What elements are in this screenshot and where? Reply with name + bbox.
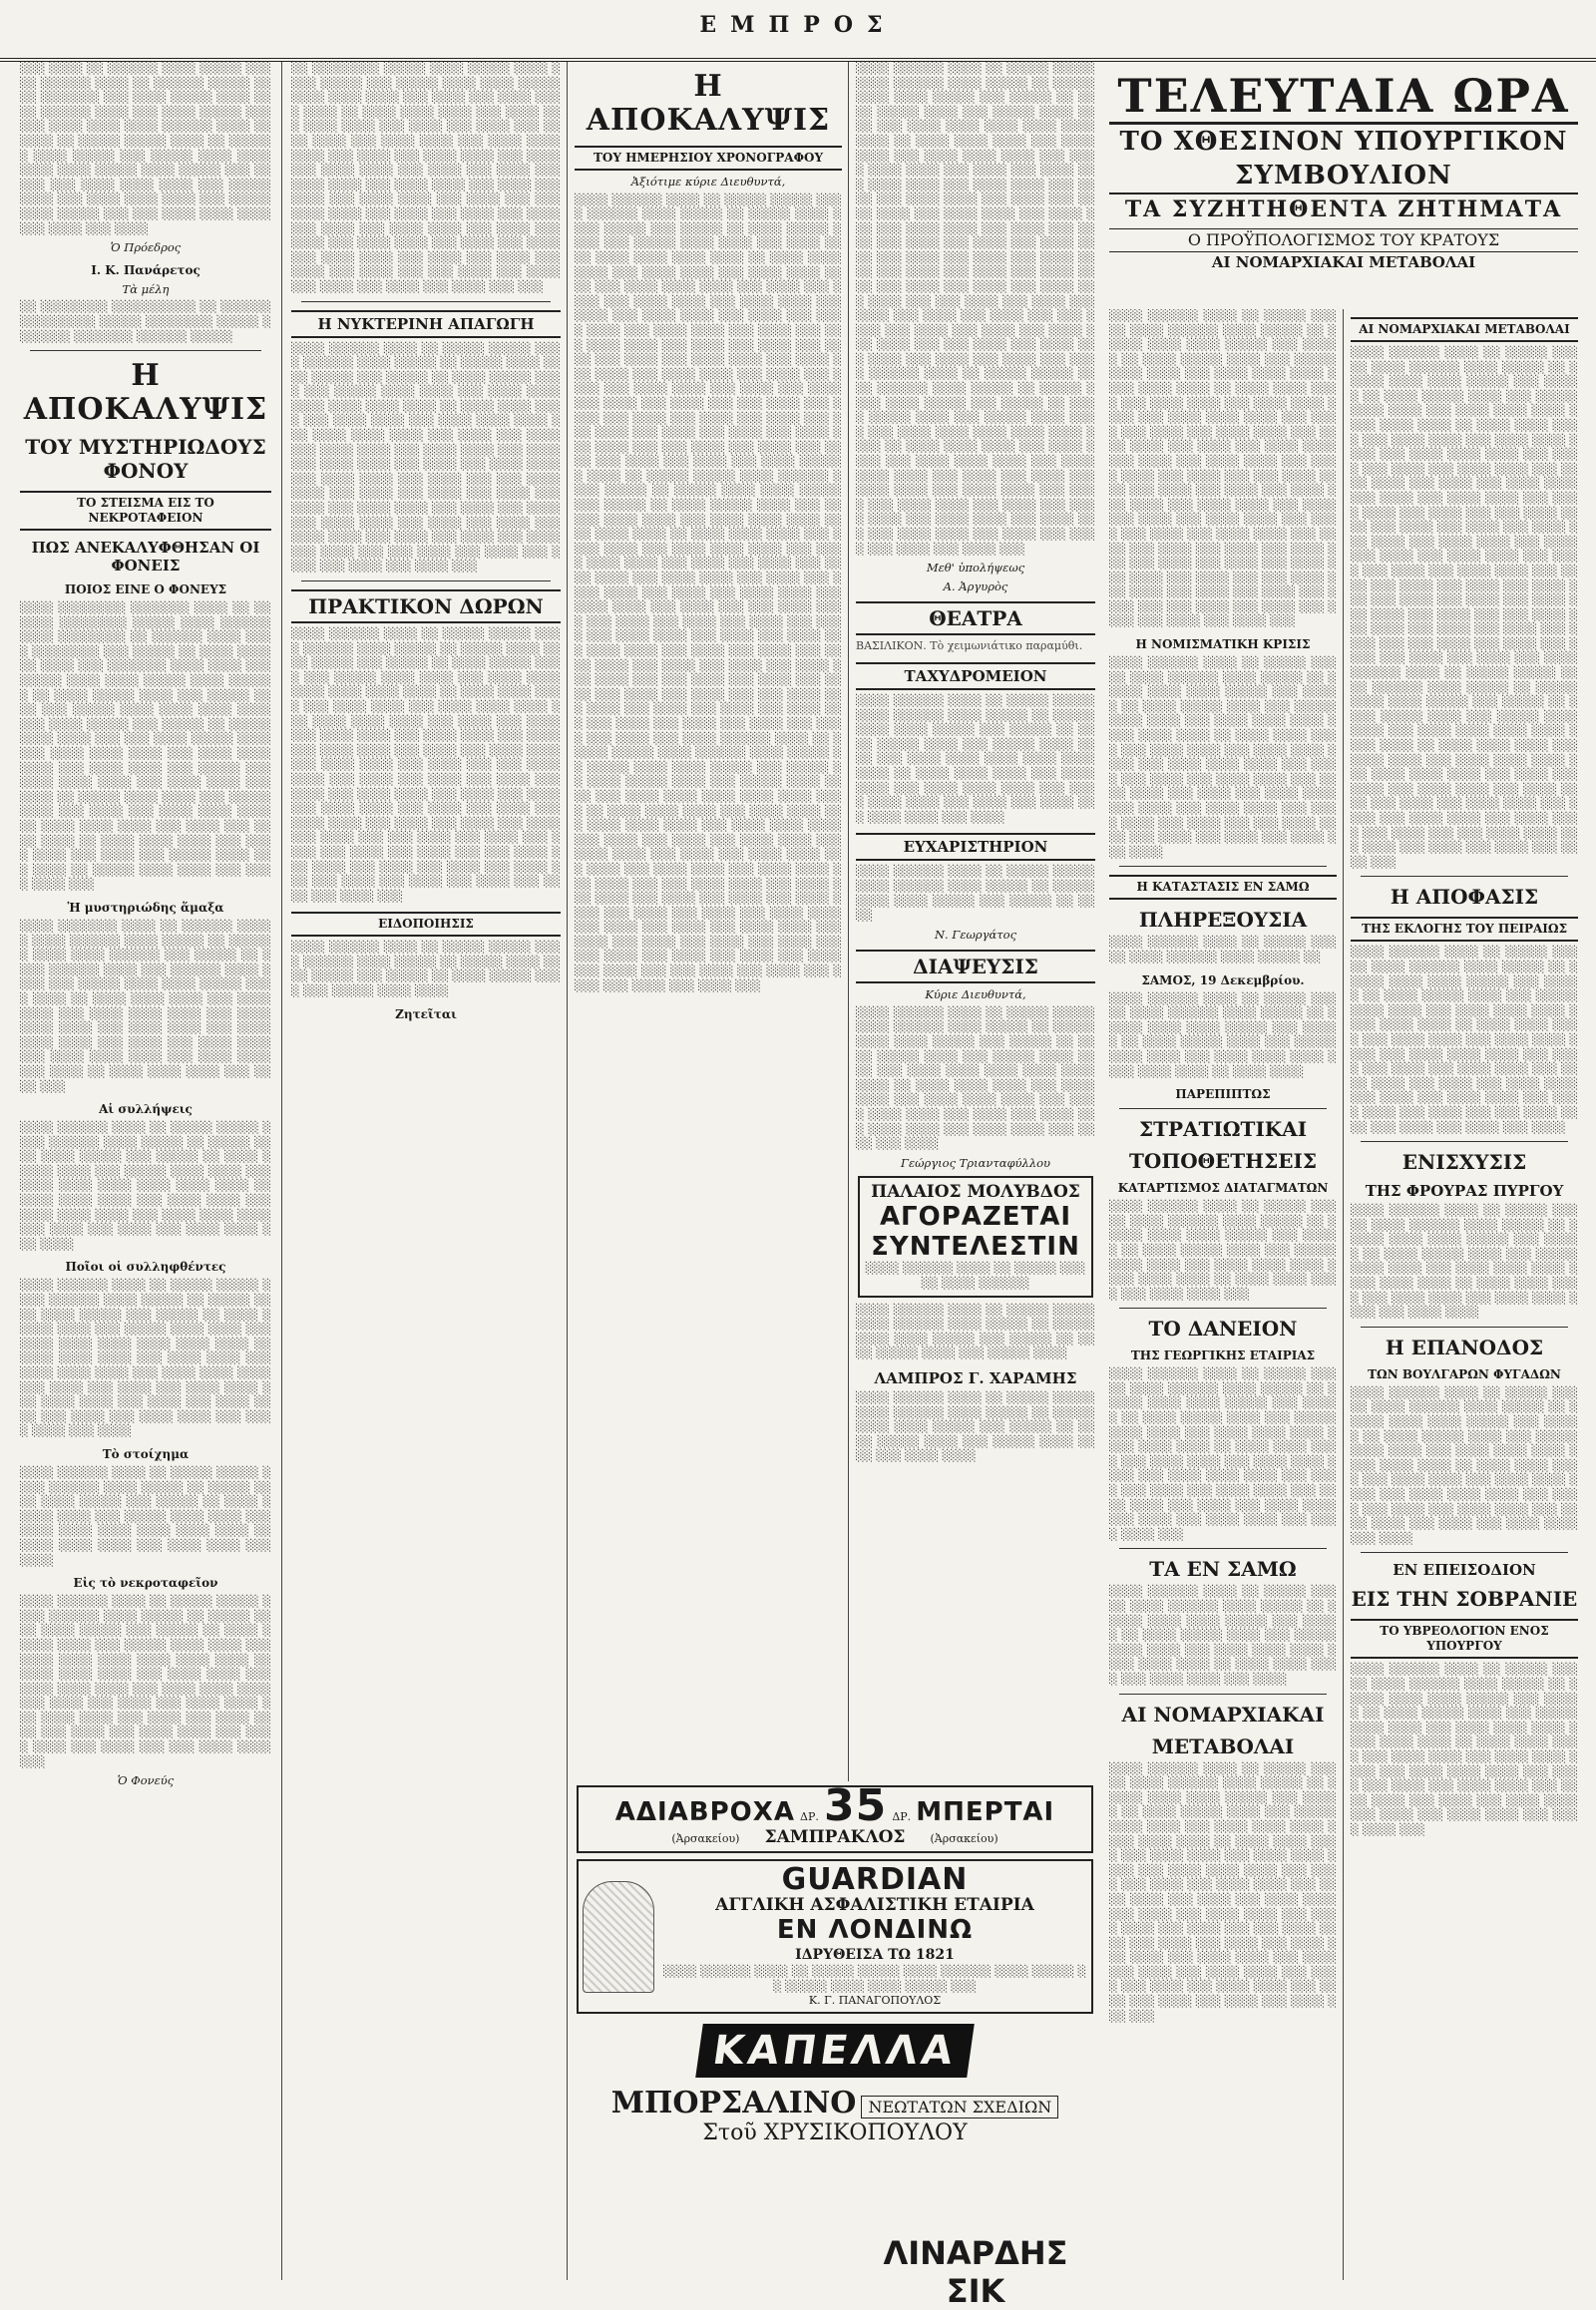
subhead-syllipseis: Αἱ συλλήψεις	[99, 1102, 193, 1117]
headline-daneion: ΤΟ ΔΑΝΕΙΟΝ	[1148, 1317, 1298, 1342]
ad-guardian-city: ΕΝ ΛΟΝΔΙΝΩ	[776, 1915, 974, 1945]
subhead-parepiptos: ΠΑΡΕΠΙΠΤΩΣ	[1175, 1087, 1271, 1102]
headline-apokalypsis: Η ΑΠΟΚΑΛΥΨΙΣ	[23, 358, 268, 428]
ad-charamis: ΛΑΜΠΡΟΣ Γ. ΧΑΡΑΜΗΣ	[874, 1368, 1077, 1387]
athena-icon	[583, 1881, 654, 1993]
text-block: ░░░░ ░░░░░░ ░░░░ ░░ ░░░░░ ░░░░░ ░░░░ ░░░░░░ ░░░░ ░░░░░ ░░ ░░░░░ ░░░░ ░░░░ ░░░░░ ░░░ ░░░░░ ░░ ░░░░ ░░░░░ ░░░░ ░░░ ░░░░░ ░░░░ ░░░░ ░░░ ░░░░ ░░░░ ░░░░ ░░░░ ░░░░ ░░░░ ░░ ░░░░ ░░░░ ░░░░ ░░░ ░░░░ ░░░░ ░░░ ░░░░ ░░░░ ░░░░ ░░░ ░░░░ ░░░░ ░░░░ ░░░ ░░░░ ░░░ ░░░░ ░░░ ░░░░ ░░░░ ░░░ ░░░░ ░░░░ ░░░ ░░░░ ░░░ ░░░░ ░░░░ ░░░ ░░░░ ░░░ ░░░░ ░░░░ ░░░ ░░░░ ░░░░ ░░░ ░░░░ ░░░ ░░░ ░░░░ ░░░░ ░░░ ░░░░ ░░░ ░░░░ ░░░ ░░░░ ░░░ ░░░░ ░░░ ░░░░ ░░░░ ░░░ ░░░░ ░░░ ░░░░ ░░░ ░░░░ ░░░░ ░░░ ░░░░ ░░░ ░░░░ ░░░ ░░░░ ░░░░ ░░░ ░░░░ ░░░ ░░░░ ░░░ ░░░░ ░░░ ░░░░ ░░░ ░░░	[1109, 1761, 1337, 2023]
column-2	[291, 62, 561, 2280]
subhead-peiraios: ΤΗΣ ΕΚΛΟΓΗΣ ΤΟΥ ΠΕΙΡΑΙΩΣ	[1351, 917, 1578, 942]
subhead-yvreologion: ΤΟ ΥΒΡΕΟΛΟΓΙΟΝ ΕΝΟΣ ΥΠΟΥΡΓΟΥ	[1351, 1619, 1578, 1659]
separator	[1361, 1327, 1568, 1328]
ad-linardis: ΛΙΝΑΡΔΗΣ ΣΙΚ	[883, 2234, 1068, 2310]
subhead-syllifthentes: Ποῖοι οἱ συλληφθέντες	[65, 1260, 226, 1275]
ad-sampraklos: ΣΑΜΠΡΑΚΛΟΣ	[764, 1827, 906, 1847]
column-3	[575, 62, 842, 1781]
text-block: ░░░░ ░░░░░░ ░░░░ ░░ ░░░░░ ░░░░░ ░░░░ ░░░░░░ ░░░░ ░░░░░ ░░ ░░░░░ ░░░░ ░░░░ ░░░░░ ░░░ ░░░░░ ░░ ░░░░ ░░░░░ ░░░░ ░░░ ░░░░░ ░░░░ ░░░░ ░░░ ░░░░ ░░░░ ░░░░ ░░░░ ░░░░ ░░░░ ░░ ░░░░ ░░░░ ░░░░ ░░░ ░░░░ ░░░░ ░░░ ░░░░ ░░░░ ░░░░ ░░░ ░░░░ ░░░░ ░░░░ ░░░ ░░░░ ░░░ ░░░░ ░░░ ░░░░ ░░░░ ░░░ ░░░░	[20, 1121, 271, 1251]
separator	[1119, 1548, 1327, 1549]
separator	[1119, 1108, 1327, 1109]
subhead-krisis: Η ΝΟΜΙΣΜΑΤΙΚΗ ΚΡΙΣΙΣ	[1135, 637, 1311, 652]
ad-kapella	[575, 2024, 1095, 2145]
text-block: ░░░░ ░░░░░░ ░░░░ ░░ ░░░░░ ░░░░░ ░░░░ ░░░░░░ ░░░░ ░░░░░ ░░ ░░░░░ ░░░░ ░░░░ ░░░░░ ░░░ ░░░░░ ░░ ░░░░ ░░░░░ ░░░░ ░░░ ░░░░░ ░░░░ ░░░░ ░░░ ░░░░ ░░░░ ░░░░ ░░░░ ░░░░ ░░░░ ░░ ░░░░ ░░░░ ░░░░ ░░░ ░░░░ ░░░░ ░░░ ░░░░ ░░░░ ░░░░ ░░░ ░░░░ ░░░░ ░░░░ ░░░ ░░░░ ░░░ ░░░░ ░░░ ░░░░ ░░░░ ░░░ ░░░░ ░░░░ ░░░ ░░░░ ░░░ ░░░░ ░░░░ ░░░ ░░░░ ░░░ ░░░░ ░░░░ ░░░ ░░░░ ░░░░ ░░░ ░░░░	[20, 1279, 271, 1438]
headline-taxydromeion: ΤΑΧΥΔΡΟΜΕΙΟΝ	[856, 662, 1095, 690]
ad-kapella-label: ΚΑΠΕΛΛΑ	[695, 2024, 974, 2078]
headline-topothetiseis: ΤΟΠΟΘΕΤΗΣΕΙΣ	[1129, 1149, 1317, 1174]
text-block: ░░░░ ░░░░░░ ░░░░ ░░ ░░░░░ ░░░░░ ░░░░ ░░░░░░ ░░░░ ░░░░░ ░░ ░░░░░ ░░░░ ░░░░ ░░░░░ ░░░ ░░░░░ ░░ ░░░░ ░░░░░ ░░░░ ░░░ ░░░░░ ░░░░ ░░░░ ░░░ ░░░░ ░░░░ ░░░░ ░░░░ ░░░░ ░░░░ ░░ ░░░░ ░░░░ ░░░░ ░░░ ░░░░ ░░░░ ░░░	[1109, 1200, 1337, 1301]
signoff-president: Ὁ Πρόεδρος	[110, 240, 182, 255]
headline-apokalypsis-2: Η ΑΠΟΚΑΛΥΨΙΣ	[586, 69, 831, 138]
top-headline-council: ΤΟ ΧΘΕΣΙΝΟΝ ΥΠΟΥΡΓΙΚΟΝ ΣΥΜΒΟΥΛΙΟΝ	[1109, 125, 1578, 194]
headline-apofasis: Η ΑΠΟΦΑΣΙΣ	[1390, 885, 1539, 910]
headline-en-samo: ΤΑ ΕΝ ΣΑΜΩ	[1149, 1557, 1297, 1582]
subhead-georgikis: ΤΗΣ ΓΕΩΡΓΙΚΗΣ ΕΤΑΙΡΙΑΣ	[1130, 1348, 1316, 1363]
text-block: ░░ ░░░░░░░░ ░░░░░ ░░░░ ░░░░░ ░░░░ ░░░░ ░░░░░ ░░░ ░░░░░ ░░░░ ░░░░ ░░░░░ ░░░░ ░░░░ ░░░░ ░░░ ░░░░ ░░░ ░░░░ ░░░░ ░░░░ ░░ ░░░░ ░░░░ ░░░░ ░░░ ░░░░ ░░░ ░░░░ ░░░░ ░░░ ░░░░ ░░░ ░░░░ ░░░ ░░░░ ░░░░ ░░░ ░░░░ ░░░░ ░░░ ░░░░ ░░░░ ░░░░ ░░░ ░░░░ ░░░ ░░░░ ░░░░ ░░░ ░░░░ ░░░ ░░░░ ░░░░ ░░░ ░░░░ ░░░ ░░░░ ░░░ ░░░░ ░░░░ ░░░ ░░░░ ░░░░ ░░░ ░░░░ ░░░ ░░░░ ░░░ ░░░░ ░░░░ ░░░ ░░░░ ░░░ ░░░ ░░░░ ░░░░ ░░░ ░░░░ ░░░ ░░░░ ░░░ ░░░░ ░░░ ░░░░ ░░░ ░░░░ ░░░░ ░░░ ░░░░ ░░░ ░░░░ ░░░ ░░░░ ░░░░ ░░░ ░░░░ ░░░ ░░░░ ░░░ ░░░░ ░░░░ ░░░ ░░░░ ░░░ ░░░░ ░░░ ░░░░ ░░░ ░░░░ ░░░ ░░░ ░░░░ ░░░ ░░░░ ░░░ ░░░░ ░░░ ░░░░ ░░░ ░░░░ ░░░ ░░░	[291, 62, 561, 293]
signoff-name: Ι. Κ. Πανάρετος	[91, 262, 200, 277]
ad-guardian	[577, 1859, 1093, 2014]
text-block: ░░░ ░░░░ ░░ ░░░░░░ ░░░░ ░░░░░ ░░░░░ ░░░░░░ ░░░░ ░░ ░░░░░░ ░░░░░ ░░░░ ░░░░░░░ ░░░ ░░░░ ░░░░░ ░░░░ ░░░░ ░░░░░░ ░░░░ ░░░ ░░░░ ░░░░░ ░░░░░░ ░░░░ ░░░░ ░░░░ ░░░░░░ ░░░░ ░░░░░░ ░░ ░░░░░ ░░░░░ ░░░░ ░░ ░░░░░░ ░░░░ ░░░░░ ░░░ ░░░░░ ░░░░ ░░░░ ░░░░ ░░░░ ░░░░░ ░░░░ ░░░░░ ░░░ ░░░░░ ░░░ ░░░░ ░░░░ ░░░░ ░░░ ░░░░░ ░░░░ ░░░ ░░░░ ░░░░ ░░░░ ░░░ ░░░░░ ░░░░ ░░░░░ ░░░ ░░░ ░░░░ ░░░░ ░░░░ ░░░ ░░░░ ░░░ ░░░░	[20, 62, 271, 235]
column-rule	[848, 62, 849, 1781]
ad-molyvdos-title: ΠΑΛΑΙΟΣ ΜΟΛΥΒΔΟΣ	[871, 1182, 1080, 1203]
ad-shop: Στοῦ ΧΡΥΣΙΚΟΠΟΥΛΟΥ	[702, 2120, 968, 2146]
text-block: ░░░░ ░░░░░░ ░░░░ ░░ ░░░░░ ░░░░░ ░░░░ ░░░░░░ ░░░░ ░░░░░ ░░ ░░░░░ ░░░░ ░░░░ ░░░░░ ░░░ ░░░░░ ░░ ░░░░ ░░░░░ ░░░░ ░░░ ░░░░░ ░░░░ ░░░░ ░░░ ░░░░ ░░░░ ░░░░ ░░░░ ░░░░ ░░░░ ░░ ░░░░ ░░░░ ░░░░ ░░░ ░░░░ ░░░░ ░░░ ░░░░	[20, 1465, 271, 1567]
text-block: ░░░░ ░░░░░░ ░░░░ ░░ ░░░░░ ░░░░░ ░░░░ ░░░░░░ ░░░░ ░░░░░ ░░ ░░░░░ ░░░░ ░░░░ ░░░░░ ░░░ ░░░░░ ░░ ░░░░ ░░░░░ ░░░░ ░░░ ░░░░░ ░░░░ ░░░░ ░░░ ░░░░ ░░░░ ░░░░ ░░░░ ░░░░ ░░░░ ░░ ░░░░ ░░░░ ░░░░ ░░░ ░░░░ ░░░░ ░░░ ░░░░ ░░░░ ░░░░ ░░░ ░░░░ ░░░░ ░░░░ ░░░ ░░░░ ░░░ ░░░░ ░░░ ░░░░ ░░░░ ░░░ ░░░░ ░░░░ ░░░ ░░░░ ░░░ ░░░░ ░░░░ ░░░ ░░░░ ░░░ ░░░░ ░░░░ ░░░ ░░░░ ░░░░ ░░░ ░░░░ ░░░ ░░░ ░░░░ ░░░░ ░░░ ░░░░ ░░░ ░░░░ ░░░ ░░░░ ░░░ ░░░░ ░░░ ░░░░ ░░░░ ░░░ ░░░░ ░░░ ░░░░ ░░░ ░░░░ ░░░░ ░░░ ░░░░ ░░░ ░░░░ ░░░ ░░░░ ░░░░ ░░░ ░░░░ ░░░ ░░░░ ░░░ ░░░░ ░░░ ░░░░ ░░░ ░░░ ░░░░ ░░░ ░░░░ ░░░ ░░░░ ░░░ ░░░░ ░░░ ░░░░ ░░░ ░░░ ░░░░ ░░░ ░░░░ ░░░ ░░░░ ░░░ ░░░░ ░░░ ░░░░ ░░░ ░░░ ░░░░ ░░░ ░░░░ ░░░ ░░░░ ░░░ ░░░░ ░░░ ░░░░ ░░░ ░░░░ ░░░░░░ ░░░░ ░░ ░░░░░ ░░░░░ ░░░░ ░░░░░░ ░░░░ ░░░░░ ░░ ░░░░░ ░░░░ ░░░░ ░░░░░ ░░░ ░░░░░ ░░ ░░░░ ░░░░░ ░░░░ ░░░ ░░░░░ ░░░░ ░░░░ ░░░ ░░░░ ░░░░ ░░░░ ░░░░ ░░░░ ░░░░ ░░ ░░░░ ░░░░ ░░░░ ░░░ ░░░░ ░░░░ ░░░ ░░░░ ░░░░ ░░░░ ░░░ ░░░░ ░░░░ ░░░░ ░░░ ░░░░ ░░░ ░░░░ ░░░ ░░░░ ░░░░ ░░░ ░░░░ ░░░░ ░░░ ░░░░ ░░░ ░░░░ ░░░░ ░░░ ░░░░ ░░░ ░░░░ ░░░░ ░░░ ░░░░ ░░░░ ░░░ ░░░░ ░░░ ░░░ ░░░░ ░░░░ ░░░ ░░░░ ░░░ ░░░░ ░░░ ░░░░ ░░░ ░░░░ ░░░ ░░░░ ░░░░ ░░░ ░░░░ ░░░ ░░░░ ░░░ ░░░░ ░░░░ ░░░ ░░░░ ░░░ ░░░░ ░░░ ░░░░ ░░░░ ░░░ ░░░░ ░░░ ░░░░ ░░░ ░░░░ ░░░ ░░░░ ░░░ ░░░ ░░░░ ░░░ ░░░░ ░░░ ░░░░ ░░░ ░░░░ ░░░ ░░░░ ░░░ ░░░ ░░░░ ░░░ ░░░░ ░░░ ░░░░ ░░░ ░░░░ ░░░ ░░░░ ░░░ ░░░ ░░░░ ░░░ ░░░░ ░░░ ░░░░ ░░░ ░░░░ ░░░ ░░░░ ░░░ ░░░░ ░░░░░░ ░░░░ ░░ ░░░░░ ░░░░░ ░░░░ ░░░░░░ ░░░░ ░░░░░ ░░ ░░░░░ ░░░░ ░░░░ ░░░░░ ░░░ ░░░░░ ░░ ░░░░ ░░░░░ ░░░░ ░░░ ░░░░░ ░░░░ ░░░░ ░░░ ░░░░ ░░░░ ░░░░ ░░░░ ░░░░ ░░░░ ░░ ░░░░ ░░░░ ░░░░ ░░░ ░░░░ ░░░░ ░░░ ░░░░ ░░░░ ░░░░ ░░░ ░░░░ ░░░░ ░░░░ ░░░ ░░░░ ░░░ ░░░░ ░░░ ░░░░ ░░░░ ░░░ ░░░░ ░░░░ ░░░ ░░░░ ░░░ ░░░░ ░░░░ ░░░ ░░░░ ░░░ ░░░░ ░░░░ ░░░ ░░░░ ░░░░ ░░░ ░░░░ ░░░ ░░░ ░░░░ ░░░░ ░░░ ░░░░ ░░░ ░░░░ ░░░ ░░░░ ░░░ ░░░░ ░░░ ░░░░ ░░░░ ░░░ ░░░░ ░░░ ░░░░ ░░░ ░░░░ ░░░░ ░░░ ░░░░ ░░░ ░░░░ ░░░ ░░░░ ░░░░ ░░░ ░░░░ ░░░ ░░░░ ░░░ ░░░░ ░░░ ░░░░ ░░░ ░░░ ░░░░ ░░░ ░░░░ ░░░ ░░░░ ░░░ ░░░░ ░░░ ░░░░ ░░░ ░░░ ░░░░ ░░░ ░░░░ ░░░ ░░░░ ░░░ ░░░░ ░░░ ░░░░ ░░░	[575, 192, 842, 992]
subhead-fygadon: ΤΩΝ ΒΟΥΛΓΑΡΩΝ ΦΥΓΑΔΩΝ	[1368, 1366, 1561, 1381]
text-block: ░░░░ ░░░░░░ ░░░░ ░░ ░░░░░ ░░░░░ ░░░░ ░░░░░░ ░░░░ ░░░░░ ░░ ░░░░░ ░░░░ ░░░░ ░░░░░ ░░░ ░░░░░ ░░ ░░░░ ░░░░░ ░░░░ ░░░ ░░░░░ ░░░░ ░░░░ ░░░ ░░░░ ░░░░ ░░░░ ░░░░ ░░░░ ░░░░ ░░ ░░░░ ░░░░ ░░░░ ░░░ ░░░░ ░░░░ ░░░ ░░░░	[1109, 1585, 1337, 1686]
separator	[1119, 866, 1327, 867]
text-block: ░░░░ ░░░░░░░ ░░░░ ░░ ░░░░░░ ░░░░░ ░░░░ ░░░░░░ ░░░░ ░░░░░ ░░ ░░░░░░ ░░░░ ░░░░ ░░░░░░ ░░░ ░░░░░ ░░ ░░░░ ░░░░░░ ░░░░ ░░░ ░░░░░░ ░░░░ ░░░░ ░░░ ░░░░░ ░░░░ ░░░░ ░░░░░ ░░░░ ░░░░ ░░ ░░░░ ░░░░ ░░░░ ░░░ ░░░░ ░░░░ ░░░ ░░░░ ░░░░ ░░░░ ░░░ ░░░░ ░░░░ ░░░░ ░░░ ░░░░ ░░░░ ░░░ ░░░░ ░░░░ ░░░░ ░░░ ░░░░ ░░░ ░░░░ ░░░░ ░░░ ░░░░ ░░░░ ░░░░ ░░░ ░░░░ ░░░░ ░░░ ░░░░ ░░ ░░░░ ░░░░ ░░░░ ░░░ ░░░░ ░░░	[20, 919, 271, 1093]
text-block: ░░░░ ░░░░░░ ░░░░ ░░ ░░░░░ ░░░░░ ░░░░ ░░░░░░ ░░░░ ░░░░░ ░░ ░░░░░ ░░░░ ░░░░ ░░░░░ ░░░ ░░░░░ ░░ ░░░░ ░░░░░ ░░░░ ░░░ ░░░░░ ░░░░ ░░░░	[291, 941, 561, 998]
greeting: Ἀξιότιμε κύριε Διευθυντά,	[630, 175, 786, 189]
headline-eidopoiisis: ΕΙΔΟΠΟΙΗΣΙΣ	[291, 912, 561, 937]
subhead-foneis: ΠΩΣ ΑΝΕΚΑΛΥΦΘΗΣΑΝ ΟΙ ΦΟΝΕΙΣ	[31, 539, 260, 576]
text-block: ░░░░ ░░░░░░░░ ░░░░░░░ ░░░░ ░░ ░░░░░░ ░░░░░░░░ ░░░░░ ░░░░ ░░░░░░ ░░░░ ░░░░░░░░ ░░ ░░░░░░ ░░░░ ░░░░ ░░░░░░░░ ░░░ ░░░░░ ░░ ░░░░ ░░░░░░ ░░░░ ░░░ ░░░░░░░ ░░░░ ░░░░ ░░░ ░░░░░ ░░░░ ░░░░ ░░░░░ ░░░░ ░░░░░░ ░░ ░░░░ ░░░░░ ░░░░ ░░░ ░░░░░ ░░░░ ░░░ ░░░░░ ░░░░ ░░░░ ░░░░ ░░░░ ░░░ ░░░░ ░░░░░ ░░░ ░░░░░ ░░ ░░░░░ ░░░░ ░░░░ ░░░ ░░░ ░░░░ ░░░░░ ░░░░ ░░░ ░░░░ ░░░░ ░░░░ ░░░ ░░░░ ░░░░ ░░░░ ░░░ ░░░░ ░░░░ ░░░ ░░░░░ ░░░ ░░░░ ░░░░ ░░░░ ░░░ ░░░░ ░░░░ ░░░ ░░░░ ░░ ░░░░░ ░░░░ ░░░░ ░░░ ░░░░░ ░░░░ ░░░ ░░░░ ░░░ ░░░░ ░░░░ ░░░░ ░░ ░░░░ ░░░░ ░░░░ ░░░ ░░░░ ░░░ ░░░░ ░░░░ ░░ ░░░░ ░░░░ ░░░░ ░░░ ░░░░ ░░░░ ░░░ ░░░░ ░░░ ░░░░░ ░░░░ ░░░ ░░░░ ░░ ░░░░░ ░░░░ ░░░░ ░░░ ░░░░ ░░░░ ░░░	[20, 601, 271, 892]
theatra-line: ΒΑΣΙΛΙΚΟΝ. Τὸ χειμωνιάτικο παραμύθι.	[856, 639, 1083, 653]
ad-molyvdos-syntelestin: ΣΥΝΤΕΛΕΣΤΙΝ	[871, 1232, 1080, 1263]
separator	[1361, 1141, 1568, 1142]
separator	[1361, 876, 1568, 877]
column-rule	[567, 62, 568, 2280]
ad-molyvdos	[858, 1176, 1093, 1297]
headline-metavolai: ΜΕΤΑΒΟΛΑΙ	[1151, 1733, 1295, 1758]
subhead-nekrotafeio: Εἰς τὸ νεκροταφεῖον	[73, 1576, 218, 1591]
text-block: ░░░░ ░░░░░░ ░░░░ ░░ ░░░░░ ░░░░░ ░░░░ ░░░░░░ ░░░░ ░░░░░ ░░ ░░░░░ ░░░░ ░░░░ ░░░░░ ░░░ ░░░░░ ░░ ░░░░	[856, 865, 1095, 923]
text-block: ░░░░ ░░░░░░ ░░░░ ░░ ░░░░░ ░░░░░ ░░░░ ░░░░░░ ░░░░ ░░░░░ ░░ ░░░░░ ░░░░ ░░░░ ░░░░░ ░░░ ░░░░░ ░░ ░░░░ ░░░░░ ░░░░ ░░░ ░░░░░ ░░░░ ░░░░ ░░░ ░░░░ ░░░░ ░░░░ ░░░░ ░░░░ ░░░░ ░░ ░░░░ ░░░░ ░░░░ ░░░ ░░░░ ░░░░ ░░░ ░░░░ ░░░░ ░░░░ ░░░ ░░░░ ░░░░ ░░░░ ░░░ ░░░░ ░░░ ░░░░ ░░░ ░░░░ ░░░░ ░░░ ░░░░	[856, 693, 1095, 824]
samos-date: ΣΑΜΟΣ, 19 Δεκεμβρίου.	[1141, 972, 1305, 987]
members-label: Τὰ μέλη	[122, 281, 170, 296]
headline-stratiotikai: ΣΤΡΑΤΙΩΤΙΚΑΙ	[1138, 1117, 1308, 1142]
subhead-samo: Η ΚΑΤΑΣΤΑΣΙΣ ΕΝ ΣΑΜΩ	[1109, 875, 1337, 900]
signoff-foneus: Ὁ Φονεύς	[117, 1773, 175, 1788]
column-4	[856, 62, 1095, 1781]
ad-newest: ΝΕΩΤΑΤΩΝ ΣΧΕΔΙΩΝ	[861, 2096, 1058, 2118]
ad-adiavrocha	[577, 1785, 1093, 1853]
text-block: ░░░░ ░░░░░░ ░░░░ ░░ ░░░░░ ░░░░░ ░░░░ ░░░░░░ ░░░░ ░░░░░ ░░ ░░░░░ ░░░░ ░░░░ ░░░░░ ░░░ ░░░░░ ░░ ░░░░ ░░░░░ ░░░░ ░░░ ░░░░░ ░░░░ ░░░░ ░░░ ░░░░ ░░░░ ░░░░ ░░░░ ░░░░ ░░░░ ░░ ░░░░ ░░░░ ░░░░ ░░░ ░░░░ ░░░░ ░░░ ░░░░ ░░░░ ░░░░ ░░░ ░░░░ ░░░░ ░░░░ ░░░ ░░░░ ░░░ ░░░░ ░░░ ░░░░ ░░░░ ░░░ ░░░░ ░░░░ ░░░ ░░░░ ░░░ ░░░░ ░░░░ ░░░ ░░░░ ░░░ ░░░░ ░░░░ ░░░ ░░░░ ░░░░ ░░░ ░░░░ ░░░ ░░░ ░░░░ ░░░░ ░░░	[20, 1595, 271, 1768]
headline-theatra: ΘΕΑΤΡΑ	[856, 601, 1095, 635]
text-block: ░░░░ ░░░░░░ ░░░░ ░░ ░░░░░ ░░░░░ ░░░░ ░░░░░░ ░░░░ ░░░░░ ░░	[1109, 936, 1337, 963]
subhead-frouras: ΤΗΣ ΦΡΟΥΡΑΣ ΠΥΡΓΟΥ	[1365, 1182, 1564, 1201]
separator	[301, 301, 551, 302]
headline-fonou: ΤΟΥ ΜΥΣΤΗΡΙΩΔΟΥΣ ΦΟΝΟΥ	[25, 435, 266, 484]
text-block: ░░░░ ░░░░░░ ░░░░ ░░ ░░░░░ ░░░░░ ░░░░ ░░░░░░ ░░░░ ░░░░░ ░░ ░░░░░ ░░░░ ░░░░ ░░░░░ ░░░ ░░░░░ ░░ ░░░░ ░░░░░ ░░░░ ░░░ ░░░░░ ░░░░ ░░░░ ░░░ ░░░░ ░░░░ ░░░░ ░░░░ ░░░░ ░░░░ ░░ ░░░░ ░░░░ ░░░░ ░░░ ░░░░ ░░░░ ░░░ ░░░░ ░░░░ ░░░░ ░░░ ░░░░ ░░░░ ░░░░ ░░░ ░░░░ ░░░ ░░░░ ░░░ ░░░░ ░░░░ ░░░ ░░░░ ░░░░ ░░░ ░░░░ ░░░ ░░░░ ░░░░ ░░░ ░░░░	[1351, 1385, 1578, 1545]
column-rule	[281, 62, 282, 2280]
separator	[301, 580, 551, 581]
masthead-title: ΕΜΠΡΟΣ	[699, 12, 897, 38]
signoff-argyros: Α. Ἀργυρὸς	[943, 578, 1008, 593]
separator	[1119, 1308, 1327, 1309]
ad-guardian-title: GUARDIAN	[781, 1862, 969, 1897]
headline-apagogi: Η ΝΥΚΤΕΡΙΝΗ ΑΠΑΓΩΓΗ	[291, 310, 561, 338]
top-headline-title: ΤΕΛΕΥΤΑΙΑ ΩΡΑ	[1109, 70, 1578, 125]
text-block: ░░░░ ░░░░░░ ░░░░ ░░ ░░░░░ ░░░░░ ░░░░ ░░░░░░ ░░░░ ░░░░░ ░░ ░░░░░ ░░░░ ░░░░ ░░░░░ ░░░ ░░░░░ ░░ ░░░░ ░░░░░ ░░░░ ░░░ ░░░░░ ░░░░ ░░░░ ░░░ ░░░░ ░░░░ ░░░░ ░░░░ ░░░░ ░░░░ ░░ ░░░░ ░░░░ ░░░░ ░░░ ░░░░ ░░░░ ░░░ ░░░░ ░░░░ ░░░░ ░░░ ░░░░ ░░░░ ░░░░ ░░░ ░░░░ ░░░ ░░░░ ░░░ ░░░░ ░░░░ ░░░ ░░░░ ░░░░ ░░░ ░░░░ ░░░ ░░░░ ░░░░ ░░░ ░░░░ ░░░ ░░░░ ░░░░ ░░░ ░░░░ ░░░░ ░░░ ░░░░ ░░░ ░░░ ░░░░ ░░░░ ░░░ ░░░░ ░░░ ░░░░ ░░░ ░░░░	[1351, 946, 1578, 1134]
signoff-georgatos: Ν. Γεωργάτος	[934, 927, 1017, 942]
subhead-xronografou: ΤΟΥ ΗΜΕΡΗΣΙΟΥ ΧΡΟΝΟΓΡΑΦΟΥ	[575, 146, 842, 171]
ad-guardian-year: ΙΔΡΥΘΕΙΣΑ ΤΩ 1821	[795, 1947, 955, 1963]
text-block: ░░░░ ░░░░░░ ░░░░ ░░ ░░░░░ ░░░░░ ░░░░ ░░░░░░ ░░░░ ░░░░░ ░░ ░░░░░ ░░░░ ░░░░ ░░░░░ ░░░ ░░░░░ ░░ ░░░░ ░░░░░ ░░░░ ░░░ ░░░░░ ░░░░ ░░░░ ░░░ ░░░░ ░░░░ ░░░░ ░░░░ ░░░░ ░░░░ ░░ ░░░░ ░░░░ ░░░░ ░░░ ░░░░ ░░░░ ░░░ ░░░░ ░░░░ ░░░░ ░░░ ░░░░ ░░░░ ░░░░ ░░░ ░░░░ ░░░ ░░░░ ░░░ ░░░░ ░░░░ ░░░ ░░░░ ░░░░ ░░░ ░░░░ ░░░ ░░░░ ░░░░ ░░░ ░░░░ ░░░ ░░░░ ░░░░ ░░░ ░░░░ ░░░░ ░░░ ░░░░ ░░░ ░░░ ░░░░ ░░░░ ░░░ ░░░░ ░░░ ░░░░ ░░░ ░░░░ ░░░ ░░░░ ░░░ ░░░░ ░░░░ ░░░ ░░░░ ░░░ ░░░░ ░░░ ░░░░ ░░░░ ░░░ ░░░░ ░░░ ░░░░ ░░░ ░░░░ ░░░░ ░░░ ░░░░ ░░░ ░░░░ ░░░ ░░░░ ░░░ ░░░░ ░░░ ░░░ ░░░░ ░░░ ░░░░ ░░░ ░░░░ ░░░ ░░░░ ░░░ ░░░░ ░░░ ░░░ ░░░░ ░░░ ░░░░ ░░░ ░░░░ ░░░ ░░░░ ░░░ ░░░░ ░░░ ░░░ ░░░░ ░░░ ░░░░ ░░░ ░░░░ ░░░ ░░░░ ░░░ ░░░░ ░░░	[1109, 309, 1337, 628]
ad-arsakeion-right: (Ἀρσακείου)	[930, 1832, 998, 1845]
ad-price-dr: ΔΡ.	[800, 1810, 819, 1823]
text-block: ░░░░ ░░░░░░ ░░░░ ░░ ░░░░░ ░░░░░ ░░░░ ░░░░░░ ░░░░ ░░░░░ ░░ ░░░░░ ░░░░ ░░░░ ░░░░░ ░░░ ░░░░░ ░░ ░░░░ ░░░░░ ░░░░ ░░░ ░░░░░ ░░░░ ░░░░ ░░░ ░░░░ ░░░░ ░░░░ ░░░░ ░░░░ ░░░░ ░░ ░░░░ ░░░░ ░░░░ ░░░ ░░░░ ░░░░ ░░░ ░░░░ ░░░░ ░░░░ ░░░ ░░░░ ░░░░ ░░░░ ░░░ ░░░░ ░░░ ░░░░ ░░░ ░░░░ ░░░░ ░░░ ░░░░ ░░░░ ░░░ ░░░░ ░░░ ░░░░ ░░░░ ░░░ ░░░░ ░░░ ░░░░ ░░░░ ░░░ ░░░░ ░░░░ ░░░ ░░░░ ░░░ ░░░ ░░░░ ░░░░ ░░░ ░░░░ ░░░ ░░░░ ░░░ ░░░░ ░░░ ░░░░ ░░░ ░░░░ ░░░░ ░░░ ░░░░ ░░░ ░░░░ ░░░ ░░░░ ░░░░ ░░░ ░░░░ ░░░ ░░░░ ░░░ ░░░░ ░░░░ ░░░ ░░░░ ░░░ ░░░░ ░░░ ░░░░ ░░░ ░░░░ ░░░ ░░░ ░░░░ ░░░ ░░░░ ░░░ ░░░░ ░░░ ░░░░ ░░░ ░░░░ ░░░ ░░░ ░░░░ ░░░ ░░░░ ░░░ ░░░░ ░░░ ░░░░ ░░░ ░░░░ ░░░ ░░░ ░░░░ ░░░ ░░░░ ░░░ ░░░░ ░░░ ░░░░ ░░░ ░░░░ ░░░	[291, 627, 561, 903]
text-block: ░░░░ ░░░░░░ ░░░░ ░░ ░░░░░ ░░░░░ ░░░░ ░░░░░░ ░░░░ ░░░░░ ░░ ░░░░░ ░░░░ ░░░░ ░░░░░ ░░░ ░░░░░ ░░ ░░░░ ░░░░░ ░░░░ ░░░ ░░░░░ ░░░░ ░░░░ ░░░ ░░░░ ░░░░ ░░░░ ░░░░ ░░░░ ░░░░ ░░ ░░░░ ░░░░ ░░░░ ░░░ ░░░░ ░░░░ ░░░ ░░░░ ░░░░ ░░░░ ░░░ ░░░░ ░░░░ ░░░░ ░░░ ░░░░ ░░░ ░░░░ ░░░ ░░░░ ░░░░ ░░░ ░░░░ ░░░░ ░░░ ░░░░ ░░░ ░░░░ ░░░░ ░░░ ░░░░ ░░░ ░░░░ ░░░░ ░░░ ░░░░ ░░░░ ░░░	[1351, 1663, 1578, 1836]
top-headline-issues: ΤΑ ΣΥΖΗΤΗΘΕΝΤΑ ΖΗΤΗΜΑΤΑ	[1124, 196, 1563, 222]
text-block: ░░░░ ░░░░░░ ░░░░ ░░ ░░░░░ ░░░░░ ░░░░ ░░░░░░ ░░░░ ░░░░░ ░░ ░░░░░ ░░░░ ░░░░ ░░░░░ ░░░ ░░░░░ ░░ ░░░░ ░░░░░ ░░░░ ░░░ ░░░░░ ░░░░	[856, 1303, 1095, 1360]
column-1	[20, 62, 271, 2280]
ad-price: 35	[823, 1785, 888, 1831]
headline-sovranie: ΕΙΣ ΤΗΝ ΣΟΒΡΑΝΙΕ	[1351, 1587, 1578, 1612]
ad-guardian-sub: ΑΓΓΛΙΚΗ ΑΣΦΑΛΙΣΤΙΚΗ ΕΤΑΙΡΙΑ	[715, 1895, 1034, 1915]
text-block: ░░░░ ░░░░░░ ░░░░ ░░ ░░░░░ ░░░░░ ░░░░ ░░░░░░ ░░░░ ░░░░░ ░░ ░░░░░ ░░░░ ░░░░ ░░░░░ ░░░ ░░░░░ ░░ ░░░░ ░░░░░ ░░░░ ░░░ ░░░░░ ░░░░ ░░░░ ░░░ ░░░░ ░░░░ ░░░░ ░░░░ ░░░░ ░░░░ ░░ ░░░░ ░░░░	[1109, 991, 1337, 1078]
text-block: ░░░░ ░░░░░░ ░░░░ ░░ ░░░░░ ░░░░░ ░░░░ ░░░░░░ ░░░░ ░░░░░ ░░ ░░░░░ ░░░░ ░░░░ ░░░░░ ░░░ ░░░░░ ░░ ░░░░ ░░░░░ ░░░░ ░░░ ░░░░░ ░░░░ ░░░░ ░░░ ░░░░ ░░░░ ░░░░ ░░░░ ░░░░ ░░░░ ░░ ░░░░ ░░░░ ░░░░ ░░░ ░░░░ ░░░░ ░░░ ░░░░ ░░░░ ░░░░ ░░░ ░░░░ ░░░░ ░░░░ ░░░ ░░░░ ░░░ ░░░░ ░░░ ░░░░ ░░░░ ░░░ ░░░░ ░░░░ ░░░ ░░░░ ░░░ ░░░░ ░░░░ ░░░ ░░░░ ░░░ ░░░░ ░░░░ ░░░ ░░░░ ░░░░ ░░░ ░░░░ ░░░ ░░░ ░░░░ ░░░░ ░░░ ░░░░ ░░░ ░░░░ ░░░ ░░░░ ░░░ ░░░░ ░░░ ░░░░ ░░░░ ░░░ ░░░░ ░░░ ░░░░ ░░░ ░░░░ ░░░░ ░░░ ░░░░ ░░░ ░░░░ ░░░ ░░░░ ░░░░ ░░░ ░░░░ ░░░ ░░░░ ░░░ ░░░░ ░░░ ░░░░ ░░░ ░░░ ░░░░ ░░░ ░░░░ ░░░ ░░░░ ░░░ ░░░░ ░░░ ░░░░ ░░░ ░░░ ░░░░ ░░░ ░░░░ ░░░ ░░░░ ░░░ ░░░░ ░░░ ░░░░ ░░░ ░░░ ░░░░ ░░░ ░░░░ ░░░ ░░░░ ░░░ ░░░░ ░░░ ░░░░ ░░░ ░░░░ ░░░░░░ ░░░░ ░░ ░░░░░ ░░░░░ ░░░░ ░░░░░░ ░░░░ ░░░░░ ░░ ░░░░░ ░░░░ ░░░░ ░░░░░ ░░░ ░░░░░ ░░ ░░░░ ░░░░░ ░░░░ ░░░ ░░░░░ ░░░░ ░░░░ ░░░ ░░░░ ░░░░ ░░░░ ░░░░ ░░░░ ░░░░ ░░ ░░░░ ░░░░ ░░░░ ░░░ ░░░░ ░░░░ ░░░ ░░░░ ░░░░ ░░░░ ░░░ ░░░░ ░░░░ ░░░░ ░░░ ░░░░ ░░░ ░░░░ ░░░ ░░░░ ░░░░ ░░░ ░░░░ ░░░░ ░░░ ░░░░ ░░░ ░░░░ ░░░░ ░░░ ░░░░ ░░░ ░░░░ ░░░░ ░░░ ░░░░ ░░░░ ░░░ ░░░░ ░░░ ░░░ ░░░░ ░░░░ ░░░ ░░░░ ░░░ ░░░░ ░░░ ░░░░ ░░░ ░░░░ ░░░	[1351, 346, 1578, 869]
headline-eucharistirion: ΕΥΧΑΡΙΣΤΗΡΙΟΝ	[856, 833, 1095, 861]
separator	[30, 350, 261, 351]
diapseusis-greeting: Κύριε Διευθυντά,	[925, 987, 1026, 1002]
headline-praktikon: ΠΡΑΚΤΙΚΟΝ ΔΩΡΩΝ	[291, 589, 561, 623]
subhead-nekrotafeion: ΤΟ ΣΤΕΙΣΜΑ ΕΙΣ ΤΟ ΝΕΚΡΟΤΑΦΕΙΟΝ	[20, 491, 271, 531]
text-block: ░░░░ ░░░░░░ ░░░░ ░░ ░░░░░ ░░░░░ ░░░░ ░░░░░░ ░░░░ ░░░░░ ░░ ░░░░░ ░░░░ ░░░░ ░░░░░ ░░░ ░░░░░ ░░ ░░░░ ░░░░░ ░░░░ ░░░ ░░░░░ ░░░░ ░░░░ ░░░ ░░░░ ░░░░ ░░░░ ░░░░ ░░░░ ░░░░ ░░ ░░░░ ░░░░ ░░░░ ░░░ ░░░░ ░░░░ ░░░ ░░░░ ░░░░ ░░░░ ░░░ ░░░░ ░░░░ ░░░░ ░░░ ░░░░ ░░░ ░░░░ ░░░ ░░░░ ░░░░ ░░░ ░░░░ ░░░░ ░░░ ░░░░ ░░░ ░░░░ ░░░░ ░░░ ░░░░ ░░░ ░░░░ ░░░░ ░░░ ░░░░ ░░░░ ░░░ ░░░░ ░░░ ░░░ ░░░░ ░░░░ ░░░ ░░░░ ░░░ ░░░░ ░░░ ░░░░ ░░░ ░░░░ ░░░ ░░░░ ░░░░ ░░░ ░░░░ ░░░ ░░░░ ░░░ ░░░░ ░░░░ ░░░ ░░░░ ░░░ ░░░░ ░░░ ░░░░ ░░░░ ░░░ ░░░░ ░░░ ░░░░ ░░░ ░░░░ ░░░ ░░░░ ░░░ ░░░ ░░░░ ░░░ ░░░░ ░░░ ░░░░ ░░░ ░░░░ ░░░ ░░░░ ░░░ ░░░ ░░░░ ░░░ ░░░░ ░░░ ░░░░ ░░░ ░░░░ ░░░ ░░░░ ░░░ ░░░ ░░░░ ░░░ ░░░░ ░░░ ░░░░ ░░░ ░░░░ ░░░ ░░░░ ░░░ ░░░░ ░░░░░░ ░░░░ ░░ ░░░░░ ░░░░░ ░░░░ ░░░░░░ ░░░░ ░░░░░ ░░ ░░░░░ ░░░░ ░░░░ ░░░░░ ░░░ ░░░░░ ░░ ░░░░ ░░░░░ ░░░░ ░░░ ░░░░░ ░░░░ ░░░░ ░░░ ░░░░ ░░░░ ░░░░ ░░░░ ░░░░ ░░░░ ░░ ░░░░ ░░░░ ░░░░ ░░░ ░░░░ ░░░░ ░░░ ░░░░ ░░░░ ░░░░ ░░░ ░░░░ ░░░░ ░░░░ ░░░ ░░░░ ░░░ ░░░░ ░░░ ░░░░ ░░░░ ░░░ ░░░░ ░░░░ ░░░ ░░░░ ░░░ ░░░░ ░░░░ ░░░ ░░░░ ░░░ ░░░░ ░░░░ ░░░ ░░░░ ░░░░ ░░░ ░░░░ ░░░ ░░░ ░░░░ ░░░░ ░░░ ░░░░ ░░░ ░░░░ ░░░ ░░░░ ░░░ ░░░░ ░░░	[856, 62, 1095, 556]
ad-price-dr2: ΔΡ.	[892, 1810, 912, 1823]
signoff-triantafyllou: Γεώργιος Τριανταφύλλου	[900, 1155, 1051, 1170]
headline-nomarchiakai: ΑΙ ΝΟΜΑΡΧΙΑΚΑΙ	[1121, 1702, 1325, 1727]
separator	[1119, 1694, 1327, 1695]
ad-molyvdos-agorazetai: ΑΓΟΡΑΖΕΤΑΙ	[879, 1202, 1072, 1233]
column-5	[1109, 309, 1337, 2280]
text-block: ░░░░ ░░░░░░ ░░░░ ░░ ░░░░░ ░░░░░ ░░░░ ░░░░░░ ░░░░ ░░░░░ ░░ ░░░░░ ░░░░ ░░░░ ░░░░░ ░░░ ░░░░░ ░░ ░░░░ ░░░░░ ░░░░ ░░░ ░░░░░ ░░░░ ░░░░ ░░░ ░░░░ ░░░░ ░░░░ ░░░░ ░░░░ ░░░░ ░░ ░░░░ ░░░░ ░░░░ ░░░ ░░░░ ░░░░ ░░░ ░░░░ ░░░░ ░░░░ ░░░ ░░░░ ░░░░ ░░░░ ░░░ ░░░░ ░░░ ░░░░ ░░░ ░░░░ ░░░░ ░░░ ░░░░ ░░░░ ░░░ ░░░░ ░░░ ░░░░	[856, 1005, 1095, 1151]
text-block: ░░ ░░░░░░░░ ░░░░░░░░░░ ░░ ░░░░░░ ░░░░░░░░░ ░░░░░ ░░░░░░░░ ░░░░░ ░░░░░░░ ░░░░░░░ ░░░░░░ ░░░░░	[20, 300, 271, 343]
subhead-amaxa: Ἡ μυστηριώδης ἅμαξα	[67, 900, 224, 915]
top-headline-changes: ΑΙ ΝΟΜΑΡΧΙΑΚΑΙ ΜΕΤΑΒΟΛΑΙ	[1211, 253, 1476, 271]
ad-mporsalino: ΜΠΟΡΣΑΛΙΝΟ	[610, 2086, 857, 2121]
column-6	[1351, 309, 1578, 2280]
top-headline	[1109, 70, 1578, 272]
separator	[1361, 1552, 1568, 1553]
ad-adiavrocha-label: ΑΔΙΑΒΡΟΧΑ	[614, 1797, 795, 1827]
text-block: ░░░░ ░░░░░░ ░░░░ ░░ ░░░░░ ░░░░░ ░░░░ ░░░░░░ ░░░░ ░░░░░ ░░ ░░░░░ ░░░░ ░░░░ ░░░░░ ░░░ ░░░░░ ░░ ░░░░ ░░░░░ ░░░░ ░░░ ░░░░░ ░░░░ ░░░░ ░░░ ░░░░ ░░░░ ░░░░ ░░░░ ░░░░ ░░░░ ░░ ░░░░ ░░░░ ░░░░ ░░░ ░░░░ ░░░░ ░░░ ░░░░ ░░░░ ░░░░ ░░░ ░░░░ ░░░░	[1351, 1204, 1578, 1320]
subhead-diatagmaton: ΚΑΤΑΡΤΙΣΜΟΣ ΔΙΑΤΑΓΜΑΤΩΝ	[1117, 1181, 1329, 1196]
headline-enisxysis: ΕΝΙΣΧΥΣΙΣ	[1401, 1150, 1527, 1175]
ads-block	[575, 1785, 1095, 2280]
text-block: ░░░░ ░░░░░░ ░░░░ ░░ ░░░░░ ░░░░░ ░░░░ ░░░░░░	[865, 1262, 1086, 1290]
ad-linardis-wrap	[856, 2234, 1095, 2310]
subhead-stoixima: Τὸ στοίχημα	[102, 1446, 190, 1461]
headline-epeisodion: ΕΝ ΕΠΕΙΣΟΔΙΟΝ	[1393, 1561, 1536, 1580]
zitei-label: Ζητεῖται	[395, 1006, 457, 1021]
signoff-meth: Μεθ' ὑπολήψεως	[926, 561, 1025, 576]
text-block: ░░░░ ░░░░░░ ░░░░ ░░ ░░░░░ ░░░░░ ░░░░ ░░░░░░ ░░░░ ░░░░░ ░░ ░░░░░ ░░░░ ░░░░ ░░░░░ ░░░ ░░░░░ ░░ ░░░░ ░░░░░ ░░░░ ░░░ ░░░░░ ░░░░ ░░░░ ░░░ ░░░░ ░░░░ ░░░░ ░░░░ ░░░░ ░░░░ ░░ ░░░░ ░░░░ ░░░░ ░░░ ░░░░ ░░░░ ░░░ ░░░░ ░░░░ ░░░░ ░░░ ░░░░ ░░░░ ░░░░ ░░░ ░░░░ ░░░ ░░░░ ░░░ ░░░░ ░░░░ ░░░ ░░░░ ░░░░ ░░░ ░░░░ ░░░ ░░░░ ░░░░ ░░░ ░░░░ ░░░ ░░░░ ░░░░ ░░░ ░░░░ ░░░░ ░░░ ░░░░ ░░░ ░░░ ░░░░ ░░░░ ░░░ ░░░░ ░░░ ░░░░ ░░░ ░░░░ ░░░ ░░░░	[1109, 656, 1337, 859]
headline-plirexousia: ΠΛΗΡΕΞΟΥΣΙΑ	[1138, 908, 1308, 933]
top-headline-budget: Ο ΠΡΟΫΠΟΛΟΓΙΣΜΟΣ ΤΟΥ ΚΡΑΤΟΥΣ	[1109, 228, 1578, 252]
headline-diapseusis: ΔΙΑΨΕΥΣΙΣ	[856, 950, 1095, 983]
column-rule	[1343, 309, 1344, 2280]
ad-arsakeion-left: (Ἀρσακείου)	[671, 1832, 740, 1845]
text-block: ░░░░ ░░░░░░ ░░░░ ░░ ░░░░░ ░░░░░ ░░░░ ░░░░░░ ░░░░ ░░░░░ ░░ ░░░░░ ░░░░ ░░░░ ░░░░░ ░░░	[662, 1965, 1087, 1993]
ad-mpertai: ΜΠΕΡΤΑΙ	[916, 1797, 1055, 1827]
ad-guardian-agent: Κ. Γ. ΠΑΝΑΓΟΠΟΥΛΟΣ	[808, 1994, 942, 2008]
subhead-poios: ΠΟΙΟΣ ΕΙΝΕ Ο ΦΟΝΕΥΣ	[64, 582, 227, 597]
subhead-nomarchiakai-top: ΑΙ ΝΟΜΑΡΧΙΑΚΑΙ ΜΕΤΑΒΟΛΑΙ	[1351, 317, 1578, 342]
text-block: ░░░░ ░░░░░░ ░░░░ ░░ ░░░░░ ░░░░░ ░░░░ ░░░░░░ ░░░░ ░░░░░ ░░ ░░░░░ ░░░░ ░░░░ ░░░░░ ░░░ ░░░░░ ░░ ░░░░ ░░░░░ ░░░░ ░░░ ░░░░░ ░░░░ ░░░░ ░░░ ░░░░ ░░░░ ░░░░ ░░░░ ░░░░ ░░░░ ░░ ░░░░ ░░░░ ░░░░ ░░░ ░░░░ ░░░░ ░░░ ░░░░ ░░░░ ░░░░ ░░░ ░░░░ ░░░░ ░░░░ ░░░ ░░░░ ░░░ ░░░░ ░░░ ░░░░ ░░░░ ░░░ ░░░░ ░░░░ ░░░ ░░░░ ░░░ ░░░░ ░░░░ ░░░ ░░░░ ░░░ ░░░░ ░░░░ ░░░ ░░░░ ░░░░ ░░░ ░░░░ ░░░ ░░░ ░░░░ ░░░░ ░░░ ░░░░ ░░░ ░░░░ ░░░ ░░░░ ░░░ ░░░░ ░░░ ░░░░ ░░░░ ░░░ ░░░░ ░░░ ░░░░ ░░░ ░░░░ ░░░░ ░░░ ░░░░ ░░░ ░░░░ ░░░ ░░░░ ░░░░ ░░░ ░░░░ ░░░ ░░░░ ░░░ ░░░░ ░░░ ░░░░ ░░░ ░░░ ░░░░ ░░░ ░░░░ ░░░ ░░░░ ░░░ ░░░░ ░░░ ░░░░ ░░░	[291, 341, 561, 574]
text-block: ░░░░ ░░░░░░ ░░░░ ░░ ░░░░░ ░░░░░ ░░░░ ░░░░░░ ░░░░ ░░░░░ ░░ ░░░░░ ░░░░ ░░░░ ░░░░░ ░░░ ░░░░░ ░░ ░░░░ ░░░░░ ░░░░ ░░░ ░░░░░ ░░░░ ░░░░ ░░░ ░░░░ ░░░░ ░░░░ ░░░░ ░░░░ ░░░░ ░░ ░░░░ ░░░░ ░░░░ ░░░ ░░░░ ░░░░ ░░░ ░░░░ ░░░░ ░░░░ ░░░ ░░░░ ░░░░ ░░░░ ░░░ ░░░░ ░░░ ░░░░ ░░░ ░░░░ ░░░░ ░░░ ░░░░ ░░░░ ░░░ ░░░░ ░░░ ░░░░ ░░░░ ░░░ ░░░░ ░░░ ░░░░ ░░░░ ░░░ ░░░░ ░░░░ ░░░	[1109, 1367, 1337, 1541]
headline-epanodos: Η ΕΠΑΝΟΔΟΣ	[1385, 1335, 1544, 1359]
text-block: ░░░░ ░░░░░░ ░░░░ ░░ ░░░░░ ░░░░░ ░░░░ ░░░░░░ ░░░░ ░░░░░ ░░ ░░░░░ ░░░░ ░░░░ ░░░░░ ░░░ ░░░░░ ░░ ░░░░ ░░░░░ ░░░░ ░░░ ░░░░░ ░░░░ ░░░░ ░░░ ░░░░ ░░░░	[856, 1390, 1095, 1463]
masthead	[0, 0, 1596, 62]
